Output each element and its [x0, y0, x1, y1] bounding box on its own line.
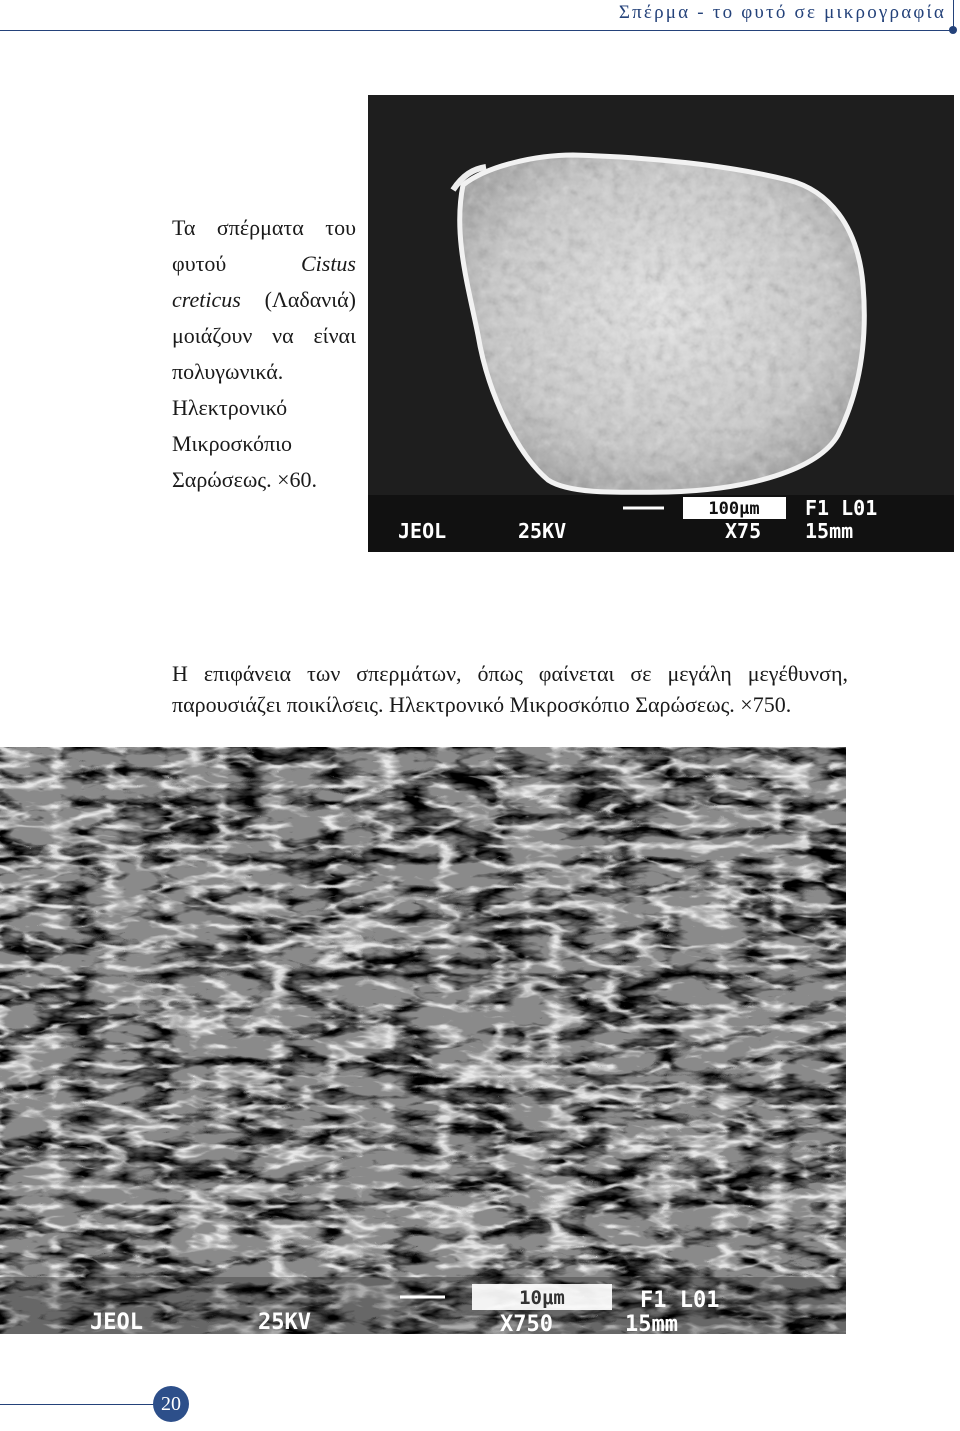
seed-micrograph-series: F1 L01 [805, 496, 878, 520]
header-dot-ornament [949, 26, 957, 34]
seed-caption-part1: Τα σπέρματα του φυτού [172, 215, 356, 276]
running-header-title: Σπέρμα - το φυτό σε μικρογραφία [618, 2, 946, 23]
surface-micrograph-series: F1 L01 [640, 1288, 720, 1313]
page-number-badge: 20 [153, 1386, 189, 1422]
surface-micrograph-x750 [0, 747, 846, 1334]
species-name: Cistus creticus [172, 251, 356, 312]
surface-micrograph-scale: 10μm [519, 1287, 565, 1309]
seed-micrograph-voltage: 25KV [518, 519, 567, 543]
seed-caption-part2: (Λαδανιά) μοιάζουν να είναι πολυγωνικά. Ηλεκτρονικό Μικροσκόπιο Σαρώσεως. ×60. [172, 287, 356, 492]
surface-micrograph-brand: JEOL [90, 1310, 143, 1334]
footer-rule [0, 1404, 156, 1405]
seed-micrograph-x60 [368, 95, 954, 552]
seed-caption [172, 210, 356, 498]
surface-micrograph-magnification: X750 [500, 1312, 553, 1334]
seed-micrograph-working-distance: 15mm [805, 519, 854, 543]
surface-micrograph-working-distance: 15mm [625, 1312, 678, 1334]
seed-micrograph-scale: 100μm [708, 499, 760, 519]
surface-micrograph-voltage: 25KV [258, 1310, 311, 1334]
header-rule [0, 30, 954, 31]
seed-micrograph-magnification: X75 [725, 519, 762, 543]
surface-caption: Η επιφάνεια των σπερμάτων, όπως φαίνεται σε μεγάλη μεγέθυνση, παρουσιάζει ποικίλσεις. Ηλεκτρονικό Μικροσκόπιο Σαρώσεως. ×750. [172, 661, 848, 717]
seed-micrograph-brand: JEOL [398, 519, 447, 543]
